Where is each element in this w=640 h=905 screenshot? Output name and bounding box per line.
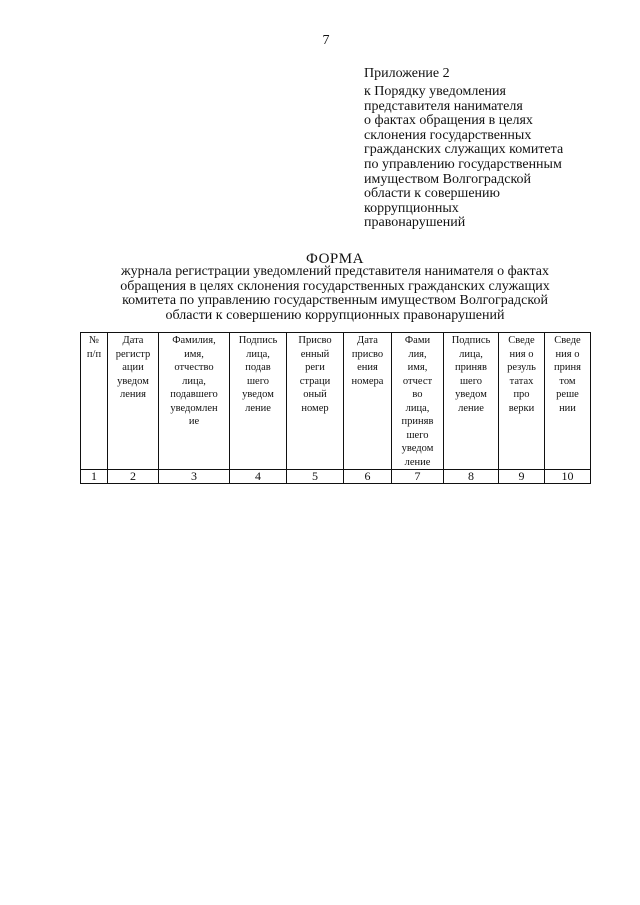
column-number: 1 (81, 470, 108, 484)
form-subtitle-line: области к совершению коррупционных правонарушений (165, 307, 505, 323)
column-header (287, 333, 344, 470)
column-header-label: Присво енный реги страци оный номер (298, 335, 332, 414)
appendix-line: о фактах обращения в целях (364, 113, 533, 129)
column-header (344, 333, 392, 470)
column-number: 2 (108, 470, 159, 484)
appendix-title: Приложение 2 (364, 66, 450, 81)
table-header-row (81, 333, 591, 470)
appendix-line: области к совершению (364, 186, 500, 202)
column-number: 9 (499, 470, 545, 484)
form-subtitle (80, 265, 590, 323)
column-header-label: № п/п (86, 335, 102, 360)
form-subtitle-line: комитета по управлению государственным имуществом Волгоградской (122, 293, 548, 309)
form-subtitle-line: журнала регистрации уведомлений представителя нанимателя о фактах (121, 264, 549, 279)
column-number: 10 (545, 470, 591, 484)
appendix-line: к Порядку уведомления (364, 84, 506, 99)
column-header-label: Подпись лица, приняв шего уведом ление (451, 335, 491, 414)
column-number: 6 (344, 470, 392, 484)
column-header (499, 333, 545, 470)
column-header-label: Дата регистр ации уведом ления (115, 335, 151, 400)
column-number: 5 (287, 470, 344, 484)
column-number: 4 (230, 470, 287, 484)
column-header (545, 333, 591, 470)
column-header-label: Фамилия, имя, отчество лица, подавшего уведомлен ие (170, 335, 218, 427)
appendix-line: правонарушений (364, 215, 466, 231)
column-header (392, 333, 444, 470)
column-header (159, 333, 230, 470)
form-subtitle-line: обращения в целях склонения государственных гражданских служащих (120, 278, 550, 294)
column-header-label: Дата присво ения номера (351, 335, 384, 387)
appendix-line: представителя нанимателя (364, 98, 523, 114)
column-number: 8 (444, 470, 499, 484)
table-number-row (81, 470, 591, 484)
appendix-line: по управлению государственным (364, 156, 562, 172)
column-number: 7 (392, 470, 444, 484)
appendix-line: гражданских служащих комитета (364, 142, 564, 158)
column-header (81, 333, 108, 470)
journal-table (80, 332, 591, 484)
column-number: 3 (159, 470, 230, 484)
column-header (444, 333, 499, 470)
appendix-line: склонения государственных (364, 127, 532, 143)
column-header (108, 333, 159, 470)
appendix-text (364, 85, 604, 231)
appendix-line: коррупционных (364, 200, 459, 216)
column-header-label: Сведе ния о приня том реше нии (554, 335, 581, 414)
appendix-line: имуществом Волгоградской (364, 171, 532, 187)
form-title: ФОРМА (306, 251, 364, 267)
column-header-label: Сведе ния о резуль татах про верки (507, 335, 536, 414)
page-number: 7 (322, 33, 330, 48)
column-header-label: Подпись лица, подав шего уведом ление (238, 335, 278, 414)
column-header-label: Фами лия, имя, отчест во лица, приняв шего уведом ление (401, 335, 434, 468)
column-header (230, 333, 287, 470)
